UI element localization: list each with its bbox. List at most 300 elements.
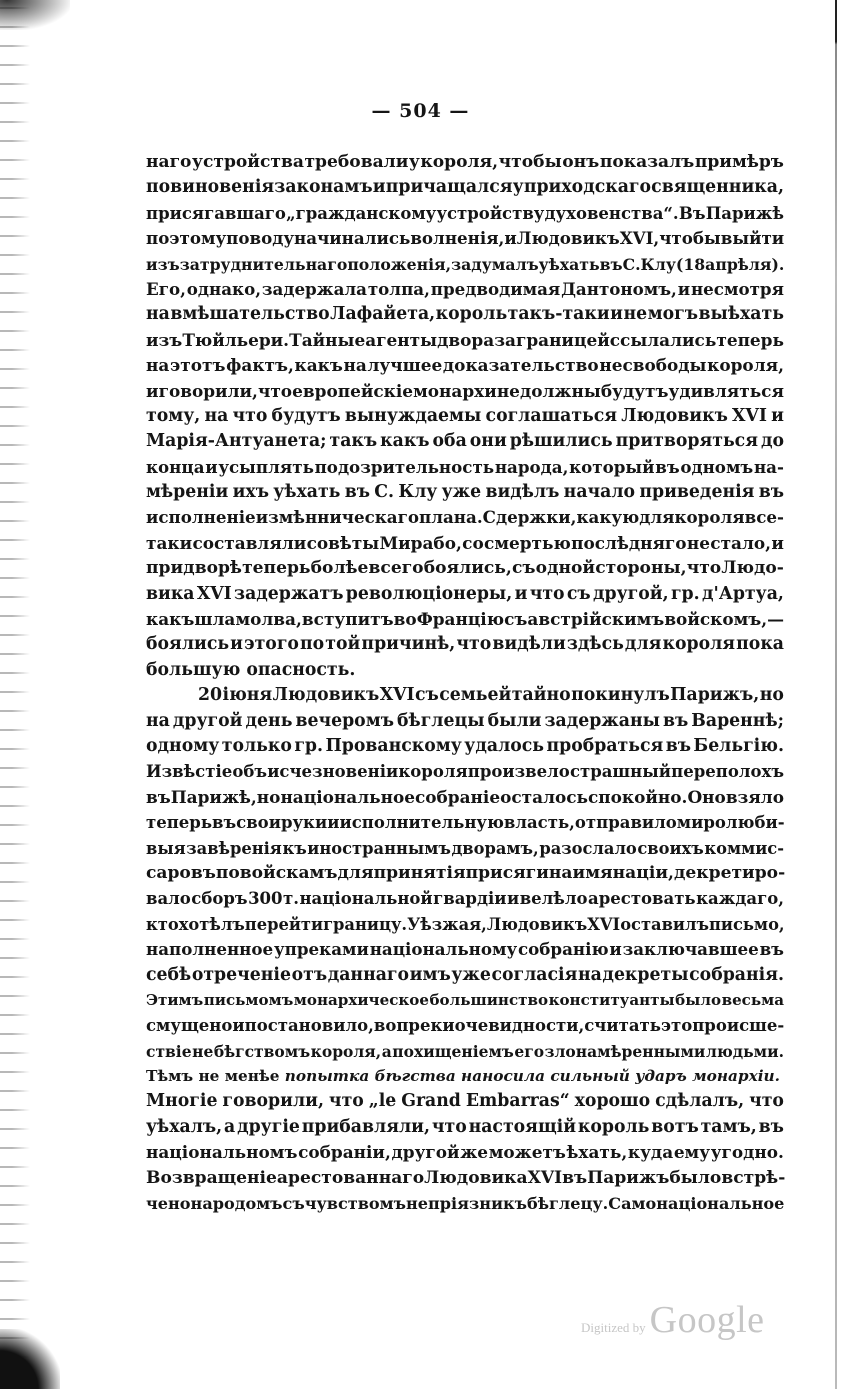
word: Францію [416, 609, 505, 630]
word: теперь [716, 329, 784, 350]
word: одномъ [680, 456, 754, 477]
word: говорили, [158, 380, 258, 401]
word: Embarras“ [465, 1091, 570, 1112]
word: 300 [248, 889, 283, 909]
word: себѣ [146, 964, 192, 985]
word: но [759, 685, 784, 706]
word: Марія-Антуанета; [146, 431, 327, 452]
word: по [300, 634, 325, 655]
word: большинство [429, 990, 549, 1009]
word: ему [673, 1142, 711, 1163]
word: вика [146, 583, 195, 604]
word: съ [566, 583, 591, 604]
text-line [146, 963, 784, 988]
word: исполнительную [339, 813, 504, 833]
word: законамъ [274, 177, 373, 198]
word: чувствомъ [304, 1194, 406, 1214]
text-line [146, 226, 784, 251]
text-line [146, 1191, 784, 1216]
word: Людо- [721, 558, 784, 579]
word: 20 [198, 685, 223, 706]
word: ссылались [609, 329, 717, 350]
word: послѣдняго [571, 532, 687, 553]
word: наго [146, 152, 192, 172]
paragraph-start-line [146, 683, 784, 708]
text-line [146, 531, 784, 556]
word: власть, [503, 813, 575, 833]
word: революціонеры, [345, 583, 513, 604]
word: людьми. [705, 1041, 784, 1061]
scan-edge-left [0, 0, 30, 1389]
word: въ [665, 735, 691, 756]
word: смертью [484, 532, 571, 553]
word: Въ [678, 203, 706, 223]
text-line [146, 1166, 784, 1191]
word: выя [146, 838, 186, 858]
word: руки [280, 813, 328, 833]
word: тамъ, [700, 1116, 757, 1137]
word: Тюйльери. [182, 329, 290, 350]
word: волненія, [410, 228, 505, 249]
word: сдѣлалъ, [655, 1091, 745, 1112]
word: одной [535, 558, 596, 579]
word: оба [432, 431, 467, 452]
word: какъ [380, 431, 430, 452]
word: кто [146, 914, 179, 934]
text-line [146, 480, 784, 505]
scan-shadow-bottom-left [0, 1329, 60, 1389]
word: будутъ [600, 380, 669, 401]
word: саровъ [146, 862, 216, 883]
word: арестованнаго [276, 1167, 425, 1188]
word: а [224, 1116, 236, 1137]
word: въ [344, 482, 370, 503]
word: гр. [294, 735, 324, 756]
word: Парижъ, [670, 685, 760, 706]
word: С. [622, 254, 641, 274]
word: молва, [235, 609, 302, 630]
word: національномъ [146, 1142, 298, 1163]
word: не [496, 380, 520, 401]
word: на [548, 862, 573, 883]
word: но [256, 786, 281, 807]
word: войскамъ [239, 862, 338, 883]
word: миролюби- [676, 813, 785, 833]
word: соглашаться [485, 405, 618, 426]
word: національное [280, 786, 415, 807]
word: затруднительнаго [179, 254, 348, 274]
word: каждаго, [696, 889, 784, 909]
word: здѣсь [566, 634, 624, 655]
word: декреты [602, 964, 689, 985]
text-line [146, 505, 784, 530]
word: что [232, 405, 268, 426]
word: не [686, 532, 710, 553]
text-line [146, 861, 784, 886]
text-line [146, 607, 784, 632]
word: Клу [398, 482, 438, 503]
word: наполненное [146, 939, 274, 960]
word: фактъ, [226, 355, 294, 376]
text-line [146, 150, 784, 175]
word: конца [146, 456, 205, 477]
word: и [327, 813, 340, 833]
word: а [381, 1041, 392, 1061]
word: повиновенія [146, 177, 275, 198]
text-line [146, 277, 784, 302]
word: усыплять [218, 456, 314, 477]
word: XVI [732, 405, 767, 426]
word: что [257, 380, 293, 401]
word: злонамѣренными [544, 1041, 706, 1061]
word: боялись [146, 634, 230, 655]
word: переполохъ [671, 762, 784, 782]
word: вопреки [373, 1016, 455, 1036]
word: отправило [574, 813, 677, 833]
word: устройства [192, 152, 304, 172]
word: начинались [294, 228, 411, 249]
word: Дантономъ, [561, 278, 677, 299]
word: къ [503, 1194, 527, 1214]
word: хорошо [574, 1091, 651, 1112]
word: вступитъ [301, 609, 394, 630]
word: другой, [593, 583, 669, 604]
word: все- [744, 507, 784, 528]
word: до [760, 431, 784, 452]
text-line [146, 379, 784, 404]
text-line [146, 912, 784, 937]
word: тому, [146, 405, 201, 426]
word: исчезновеніи [267, 762, 399, 782]
word: приходскаго [523, 177, 652, 198]
word: національное [656, 1194, 785, 1214]
word: пробраться [546, 735, 664, 756]
word: собранія. [689, 964, 784, 985]
word: для [624, 634, 662, 655]
word: агенты [365, 329, 438, 350]
word: монархи [413, 380, 497, 401]
word: и [610, 304, 623, 325]
word: собранію [517, 939, 609, 960]
word: письмомъ [203, 990, 294, 1009]
word: Возвращеніе [146, 1167, 277, 1188]
word: короля, [707, 355, 784, 376]
word: теперь [242, 558, 311, 579]
text-line [146, 734, 784, 759]
word: причинѣ, [361, 634, 456, 655]
word: притворяться [615, 431, 758, 452]
word: даннаго [327, 964, 410, 985]
word: король [435, 304, 508, 325]
word: на [343, 355, 367, 376]
word: для [337, 862, 374, 883]
word: принятія [373, 862, 466, 883]
word: Многіе [146, 1091, 218, 1112]
scan-edge-right [835, 0, 837, 1389]
word: куда [627, 1142, 674, 1163]
word: таки [146, 532, 193, 553]
word: въ [662, 710, 689, 731]
word: вынуждаемы [344, 405, 482, 426]
word: только [221, 735, 292, 756]
word: уѣхать [538, 254, 600, 274]
word: приведенія [639, 482, 755, 503]
word: будутъ [271, 405, 341, 426]
word: Людовикъ [516, 228, 620, 249]
word: народомъ [190, 1194, 283, 1214]
word: стало, [710, 532, 772, 553]
word: стороны, [595, 558, 687, 579]
word: удивляться [668, 380, 784, 401]
word: и [506, 889, 520, 909]
word: декретиро- [674, 862, 786, 883]
word: (18 [675, 254, 706, 274]
word: при [146, 558, 184, 579]
word: Оно [687, 786, 726, 807]
word: Бельгію. [693, 735, 784, 756]
text-line [146, 429, 784, 454]
word: въ [758, 482, 784, 503]
word: его [514, 1041, 545, 1061]
word: и [232, 1016, 245, 1036]
word: болѣе [310, 558, 369, 579]
word: и [372, 177, 386, 198]
word: присягавшаго [146, 203, 286, 223]
word: вало [146, 889, 191, 909]
word: собраніе [414, 786, 501, 807]
italic-phrase: попытка бѣгства наносила сильный ударъ монархіи. [284, 1067, 780, 1086]
text-line [146, 810, 784, 835]
word: же [460, 1142, 489, 1163]
word: и [514, 583, 528, 604]
word: согласія [491, 964, 578, 985]
word: задержаны [544, 710, 660, 731]
word: это [660, 1016, 693, 1036]
text-line [146, 455, 784, 480]
word: Этимъ [146, 990, 204, 1009]
word: письмо, [708, 914, 785, 934]
word: Людовикъ [621, 405, 728, 426]
text-line [146, 709, 784, 734]
word: отъ [291, 964, 328, 985]
word: поводу [226, 228, 295, 249]
word: очевидности, [454, 1016, 585, 1036]
text-line [146, 1115, 784, 1140]
text-line [146, 1013, 784, 1038]
word: коммис- [704, 838, 784, 858]
word: за [494, 329, 516, 350]
word: бѣглецы [397, 710, 485, 731]
word: XVI [587, 914, 621, 934]
word: гвардіи [433, 889, 507, 909]
word: онъ [562, 152, 600, 172]
word: двора [437, 329, 495, 350]
word: осталось [500, 786, 588, 807]
word: во [393, 609, 417, 630]
word: должны [520, 380, 601, 401]
word: боялись, [423, 558, 512, 579]
word: настоящій [468, 1116, 577, 1137]
word: бѣглецу. [526, 1194, 609, 1214]
word: подозрительность [314, 456, 495, 477]
word: ихъ [232, 482, 269, 503]
watermark-caption: Digitized by [581, 1320, 646, 1335]
word: европейскіе [292, 380, 413, 401]
word: завѣренія [186, 838, 282, 858]
word: въ [146, 786, 171, 807]
word: у [512, 177, 524, 198]
word: рѣшились [509, 431, 613, 452]
word: границей [515, 329, 610, 350]
text-line [146, 252, 784, 277]
word: этому [169, 228, 227, 249]
word: такъ [329, 431, 378, 452]
word: т. [283, 889, 299, 909]
word: положенія, [347, 254, 452, 274]
word: вмѣшательство [170, 304, 330, 325]
text-line [146, 556, 784, 581]
word: иностраннымъ [307, 838, 451, 858]
word: мѣреніи [146, 482, 229, 503]
word: короля [674, 507, 745, 528]
word: непріязни [405, 1194, 504, 1214]
word: другой [172, 710, 243, 731]
digitized-by-google-watermark [581, 1298, 765, 1342]
word: отреченіе [191, 964, 291, 985]
word: Парижѣ, [170, 786, 257, 807]
word: толпа, [367, 278, 430, 299]
word: происше- [692, 1016, 785, 1036]
word: совѣты [306, 532, 380, 553]
word: вечеромъ [295, 710, 394, 731]
word: XVI, [619, 228, 660, 249]
word: объ [232, 762, 268, 782]
word: къ [282, 838, 307, 858]
word: какъ [146, 609, 195, 630]
word: другой [391, 1142, 460, 1163]
word: С. [374, 482, 395, 503]
word: уѣхалъ, [146, 1116, 223, 1137]
word: конституанты [548, 990, 675, 1009]
word: устройству [436, 203, 545, 223]
word: Уѣзжая, [407, 914, 487, 934]
word: задержатъ [234, 583, 344, 604]
word: постановило, [244, 1016, 374, 1036]
text-line [146, 353, 784, 378]
word: границу. [323, 914, 408, 934]
word: бѣгствомъ [213, 1041, 311, 1061]
word: выйти [720, 228, 785, 249]
word: на [146, 710, 170, 731]
word: перейти [244, 914, 324, 934]
word: и [205, 456, 218, 477]
word: что [686, 558, 722, 579]
word: причащался [385, 177, 513, 198]
word: примѣръ [694, 152, 784, 172]
text-line-with-italic: Тѣмъ не менѣе попытка бѣгства наносила сильный ударъ монархіи. [146, 1064, 784, 1089]
text-line [146, 785, 784, 810]
word: какую [576, 507, 640, 528]
word: спокойно. [588, 786, 688, 807]
word: лучшее [367, 355, 443, 376]
word: Людовикъ [272, 685, 380, 706]
text-line [146, 328, 784, 353]
word: дворамъ, [451, 838, 539, 858]
word: чтобы [659, 228, 721, 249]
word: въ [759, 939, 784, 960]
word: что [328, 1091, 364, 1112]
word: короля [662, 634, 736, 655]
word: уже [451, 964, 491, 985]
text-line [146, 937, 784, 962]
word: теперь [146, 813, 213, 833]
word: выѣхать [698, 304, 784, 325]
word: національной [299, 889, 433, 909]
word: этотъ [170, 355, 226, 376]
word: по [146, 228, 170, 249]
word: со [462, 532, 484, 553]
word: одному [146, 735, 220, 756]
word: Его, [146, 278, 186, 299]
word: было [675, 990, 722, 1009]
word: Тайные [289, 329, 366, 350]
word: народа, [494, 456, 569, 477]
word: произвело [467, 762, 570, 782]
word: монархическое [293, 990, 429, 1009]
word: на- [753, 456, 784, 477]
word: хотѣлъ [178, 914, 245, 934]
word: угодно. [710, 1142, 784, 1163]
word: Людовика [424, 1167, 528, 1188]
word: апрѣля). [705, 254, 785, 274]
word: сборъ [191, 889, 248, 909]
word: были [487, 710, 542, 731]
text-line [146, 886, 784, 911]
word: на [146, 355, 170, 376]
word: дворѣ [183, 558, 242, 579]
word: упреками [273, 939, 369, 960]
word: начало [563, 482, 636, 503]
word: уѣхать [273, 482, 341, 503]
word: арестовать [588, 889, 696, 909]
word: XVI [196, 583, 232, 604]
word: что [749, 1091, 784, 1112]
word: присяги [465, 862, 549, 883]
word: имъ [409, 964, 451, 985]
word: несвободы [599, 355, 707, 376]
word: шла [194, 609, 236, 630]
word: изъ [146, 254, 180, 274]
word: изъ [146, 329, 183, 350]
text-line [146, 1140, 784, 1165]
word: измѣнническаго [255, 507, 419, 528]
word: заключавшее [622, 939, 759, 960]
word: на [146, 304, 170, 325]
word: удалось [464, 735, 545, 756]
word: чтобы [498, 152, 562, 172]
word: Мирабо, [379, 532, 462, 553]
word: день [245, 710, 293, 731]
text-line [146, 632, 784, 657]
word: семьей [439, 685, 512, 706]
text-line [146, 988, 784, 1013]
word: націи, [612, 862, 675, 883]
word: считать [584, 1016, 661, 1036]
text-line [146, 759, 784, 784]
text-line [146, 201, 784, 226]
word: было [669, 1167, 722, 1188]
word: Само [608, 1194, 657, 1214]
